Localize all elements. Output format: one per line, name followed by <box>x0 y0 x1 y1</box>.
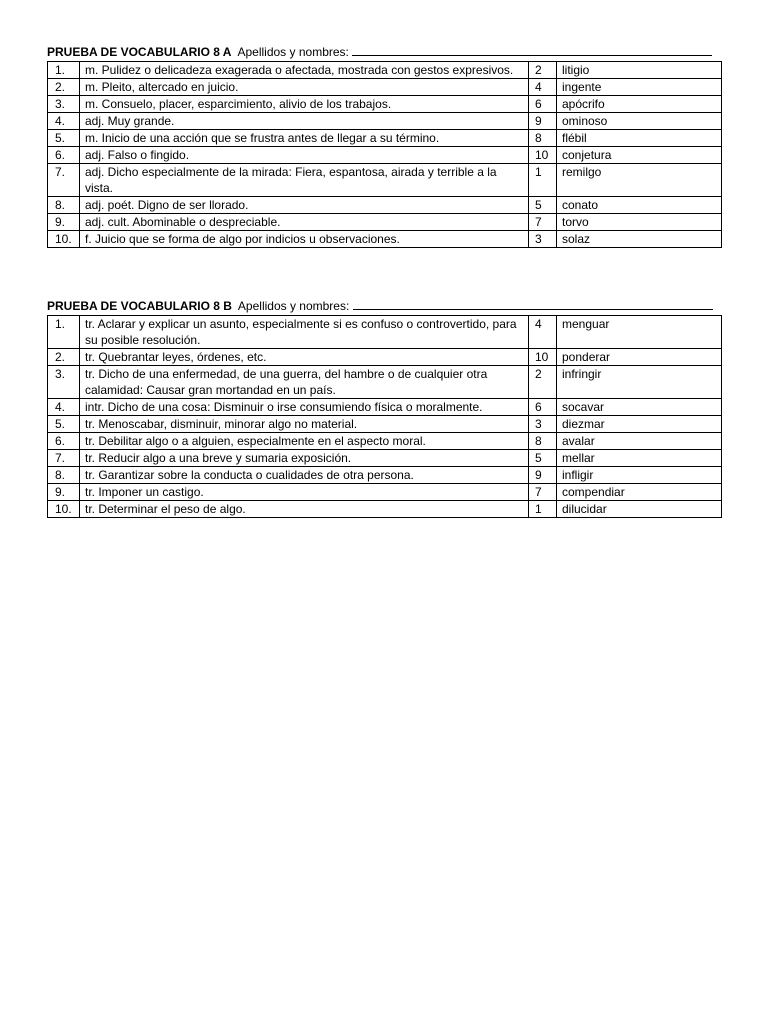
answer-key: 2 <box>529 366 557 399</box>
vocabulary-word: apócrifo <box>557 96 722 113</box>
item-number: 5. <box>48 130 80 147</box>
vocabulary-word: dilucidar <box>557 501 722 518</box>
table-row <box>48 467 722 484</box>
vocabulary-word: conjetura <box>557 147 722 164</box>
vocabulary-word: remilgo <box>557 164 722 197</box>
quiz-b <box>47 298 721 518</box>
quiz-b-name-blank[interactable] <box>353 298 713 310</box>
item-number: 7. <box>48 450 80 467</box>
definition-cell: m. Inicio de una acción que se frustra antes de llegar a su término. <box>80 130 529 147</box>
item-number: 4. <box>48 113 80 130</box>
definition-cell: tr. Aclarar y explicar un asunto, especialmente si es confuso o controvertido, para su posible resolución. <box>80 316 529 349</box>
table-row <box>48 231 722 248</box>
vocabulary-word: solaz <box>557 231 722 248</box>
table-row <box>48 416 722 433</box>
vocabulary-word: torvo <box>557 214 722 231</box>
vocabulary-word: socavar <box>557 399 722 416</box>
definition-cell: tr. Dicho de una enfermedad, de una guerra, del hambre o de cualquier otra calamidad: Causar gran mortandad en un país. <box>80 366 529 399</box>
item-number: 5. <box>48 416 80 433</box>
definition-cell: tr. Imponer un castigo. <box>80 484 529 501</box>
quiz-a-table <box>47 61 722 248</box>
vocabulary-word: conato <box>557 197 722 214</box>
item-number: 2. <box>48 349 80 366</box>
vocabulary-word: avalar <box>557 433 722 450</box>
answer-key: 9 <box>529 467 557 484</box>
definition-cell: tr. Quebrantar leyes, órdenes, etc. <box>80 349 529 366</box>
table-row <box>48 164 722 197</box>
table-row <box>48 484 722 501</box>
answer-key: 10 <box>529 349 557 366</box>
table-row <box>48 96 722 113</box>
table-row <box>48 366 722 399</box>
quiz-a-heading <box>47 44 721 61</box>
table-row <box>48 130 722 147</box>
definition-cell: m. Consuelo, placer, esparcimiento, alivio de los trabajos. <box>80 96 529 113</box>
answer-key: 3 <box>529 416 557 433</box>
vocabulary-word: menguar <box>557 316 722 349</box>
item-number: 6. <box>48 433 80 450</box>
definition-cell: m. Pulidez o delicadeza exagerada o afectada, mostrada con gestos expresivos. <box>80 62 529 79</box>
quiz-a-name-label: Apellidos y nombres: <box>237 45 349 59</box>
answer-key: 4 <box>529 79 557 96</box>
item-number: 2. <box>48 79 80 96</box>
vocabulary-word: compendiar <box>557 484 722 501</box>
item-number: 10. <box>48 231 80 248</box>
quiz-a <box>47 44 721 248</box>
definition-cell: tr. Determinar el peso de algo. <box>80 501 529 518</box>
item-number: 6. <box>48 147 80 164</box>
definition-cell: adj. Falso o fingido. <box>80 147 529 164</box>
item-number: 7. <box>48 164 80 197</box>
table-row <box>48 79 722 96</box>
item-number: 9. <box>48 214 80 231</box>
answer-key: 5 <box>529 197 557 214</box>
item-number: 4. <box>48 399 80 416</box>
vocabulary-word: flébil <box>557 130 722 147</box>
vocabulary-word: mellar <box>557 450 722 467</box>
answer-key: 7 <box>529 484 557 501</box>
item-number: 1. <box>48 316 80 349</box>
vocabulary-word: ominoso <box>557 113 722 130</box>
answer-key: 6 <box>529 96 557 113</box>
definition-cell: tr. Menoscabar, disminuir, minorar algo no material. <box>80 416 529 433</box>
answer-key: 7 <box>529 214 557 231</box>
quiz-b-rows <box>48 316 722 518</box>
quiz-b-table <box>47 315 722 518</box>
answer-key: 8 <box>529 433 557 450</box>
answer-key: 1 <box>529 164 557 197</box>
definition-cell: adj. cult. Abominable o despreciable. <box>80 214 529 231</box>
vocabulary-word: diezmar <box>557 416 722 433</box>
table-row <box>48 62 722 79</box>
quiz-a-title: PRUEBA DE VOCABULARIO 8 A <box>47 45 232 59</box>
definition-cell: f. Juicio que se forma de algo por indicios u observaciones. <box>80 231 529 248</box>
table-row <box>48 316 722 349</box>
table-row <box>48 399 722 416</box>
item-number: 9. <box>48 484 80 501</box>
definition-cell: adj. poét. Digno de ser llorado. <box>80 197 529 214</box>
answer-key: 3 <box>529 231 557 248</box>
item-number: 8. <box>48 467 80 484</box>
answer-key: 6 <box>529 399 557 416</box>
table-row <box>48 501 722 518</box>
table-row <box>48 113 722 130</box>
answer-key: 4 <box>529 316 557 349</box>
definition-cell: tr. Reducir algo a una breve y sumaria exposición. <box>80 450 529 467</box>
vocabulary-word: ingente <box>557 79 722 96</box>
table-row <box>48 349 722 366</box>
definition-cell: intr. Dicho de una cosa: Disminuir o irse consumiendo física o moralmente. <box>80 399 529 416</box>
table-row <box>48 433 722 450</box>
quiz-b-name-label: Apellidos y nombres: <box>237 299 350 313</box>
definition-cell: adj. Dicho especialmente de la mirada: Fiera, espantosa, airada y terrible a la vista. <box>80 164 529 197</box>
quiz-b-heading <box>47 298 721 315</box>
answer-key: 8 <box>529 130 557 147</box>
answer-key: 9 <box>529 113 557 130</box>
vocabulary-word: ponderar <box>557 349 722 366</box>
answer-key: 10 <box>529 147 557 164</box>
item-number: 8. <box>48 197 80 214</box>
quiz-a-rows <box>48 62 722 248</box>
table-row <box>48 147 722 164</box>
answer-key: 1 <box>529 501 557 518</box>
vocabulary-word: litigio <box>557 62 722 79</box>
vocabulary-word: infringir <box>557 366 722 399</box>
item-number: 3. <box>48 366 80 399</box>
table-row <box>48 214 722 231</box>
answer-key: 5 <box>529 450 557 467</box>
table-row <box>48 450 722 467</box>
definition-cell: m. Pleito, altercado en juicio. <box>80 79 529 96</box>
definition-cell: tr. Garantizar sobre la conducta o cualidades de otra persona. <box>80 467 529 484</box>
definition-cell: adj. Muy grande. <box>80 113 529 130</box>
item-number: 3. <box>48 96 80 113</box>
item-number: 1. <box>48 62 80 79</box>
table-row <box>48 197 722 214</box>
definition-cell: tr. Debilitar algo o a alguien, especialmente en el aspecto moral. <box>80 433 529 450</box>
quiz-a-name-blank[interactable] <box>352 44 712 56</box>
answer-key: 2 <box>529 62 557 79</box>
item-number: 10. <box>48 501 80 518</box>
vocabulary-word: infligir <box>557 467 722 484</box>
quiz-b-title: PRUEBA DE VOCABULARIO 8 B <box>47 299 232 313</box>
